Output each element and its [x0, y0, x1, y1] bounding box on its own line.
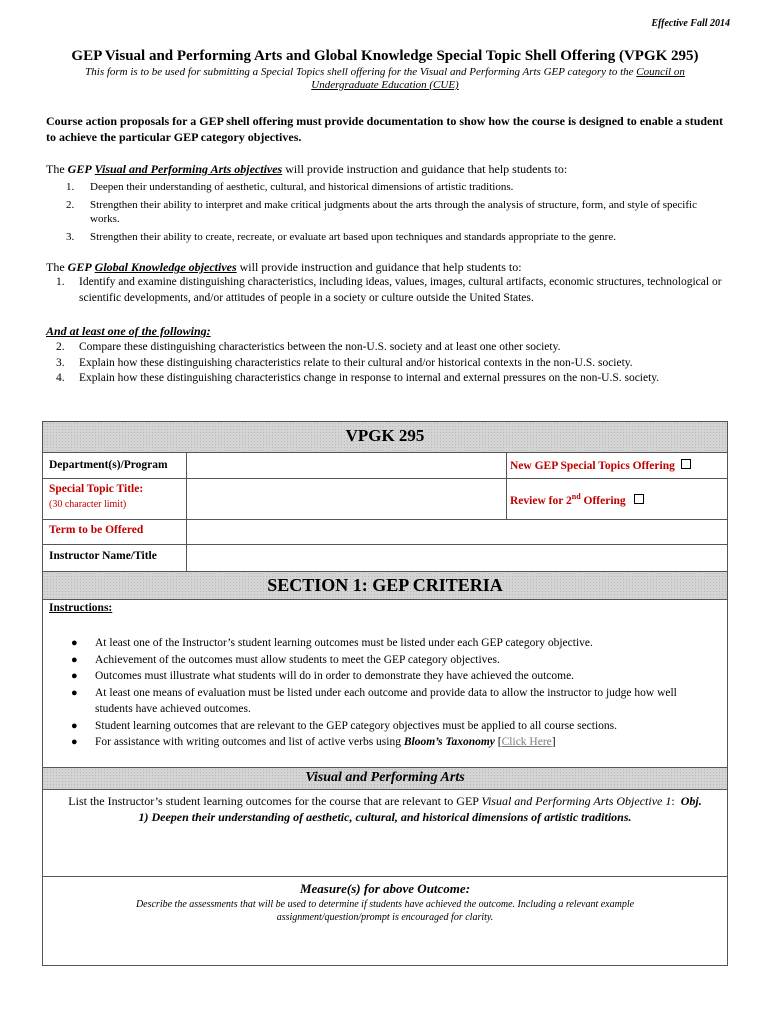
outcomes-objective: Visual and Performing Arts Objective 1: [481, 794, 672, 808]
department-field[interactable]: [188, 454, 504, 477]
item-number: 2.: [66, 199, 75, 211]
instructions-label: Instructions:: [49, 602, 113, 614]
gk-objective-list-1: [46, 275, 726, 306]
bullet-text: Achievement of the outcomes must allow students to meet the GEP category objectives.: [95, 653, 500, 666]
form-table: [42, 421, 728, 966]
list-item: [46, 198, 726, 226]
cue-link[interactable]: Council on: [636, 66, 685, 78]
list-item: [46, 371, 726, 387]
new-offering-option[interactable]: [510, 459, 691, 472]
gk-intro: [46, 260, 726, 275]
bullet-text: At least one of the Instructor’s student learning outcomes must be listed under each GEP category objective.: [95, 637, 593, 649]
bloom-click-here-link[interactable]: Click Here: [501, 736, 552, 748]
vpa-heading: Visual and Performing Arts: [305, 770, 465, 785]
review-offering-checkbox[interactable]: [634, 494, 644, 504]
review-label-prefix: Review for 2: [510, 494, 572, 507]
vpa-intro: [46, 162, 726, 177]
section-header: [43, 572, 727, 600]
list-item: [46, 356, 726, 372]
department-row: [43, 453, 727, 479]
special-topic-field[interactable]: [188, 480, 504, 518]
special-topic-label: Special Topic Title:: [49, 483, 144, 495]
vpa-intro-suffix: will provide instruction and guidance that help students to:: [282, 162, 568, 176]
course-code: VPGK 295: [345, 426, 425, 445]
new-offering-label: New GEP Special Topics Offering: [510, 460, 675, 472]
term-label: Term to be Offered: [49, 524, 144, 536]
term-field[interactable]: [188, 521, 725, 543]
item-text: Strengthen their ability to create, recreate, or evaluate art based upon techniques and standards appropriate to the genre.: [90, 231, 616, 243]
item-number: 1.: [56, 276, 65, 288]
item-number: 4.: [56, 372, 65, 384]
measures-field[interactable]: [45, 927, 725, 963]
bloom-taxonomy: Bloom’s Taxonomy: [403, 736, 495, 748]
instructor-field[interactable]: [188, 546, 725, 570]
vpa-objectives-link[interactable]: Visual and Performing Arts objectives: [94, 162, 283, 176]
list-item: ● For assistance with writing outcomes and list of active verbs using Bloom’s Taxonomy [Click Here]: [43, 734, 713, 751]
item-text: Deepen their understanding of aesthetic, cultural, and historical dimensions of artistic traditions.: [90, 181, 514, 193]
gk-objectives-link[interactable]: Global Knowledge objectives: [94, 260, 237, 274]
item-text: Identify and examine distinguishing characteristics, including ideas, values, images, cultural artifacts, economic structures, technological or scientific developments, and/or attitudes of people in a society or culture outside the United States.: [79, 276, 722, 304]
instructor-row: [43, 545, 727, 572]
bullet-text: At least one means of evaluation must be listed under each outcome and provide data to allow the instructor to judge how well students have achieved outcomes.: [95, 686, 677, 715]
gk-intro-suffix: will provide instruction and guidance that help students to:: [236, 260, 522, 274]
gk-objective-list-2: [46, 340, 726, 387]
gk-intro-prefix: The: [46, 260, 68, 274]
item-number: 1.: [66, 181, 75, 193]
effective-date: Effective Fall 2014: [651, 18, 730, 29]
bullet-icon: ●: [71, 637, 78, 649]
bullet-icon: ●: [71, 719, 78, 732]
outcomes-field[interactable]: [45, 830, 725, 875]
item-text: Strengthen their ability to interpret and make critical judgments about the arts through the analysis of structure, form, and style of specific works.: [90, 199, 697, 225]
department-label: Department(s)/Program: [49, 459, 168, 471]
list-item: [43, 668, 713, 685]
course-code-row: [43, 422, 727, 453]
and-at-least-heading: And at least one of the following:: [46, 324, 211, 338]
outcomes-obj-label: Obj.: [680, 794, 702, 808]
special-topic-row: [43, 479, 727, 520]
vpa-objective-list: [46, 180, 726, 248]
measures-heading: Measure(s) for above Outcome:: [299, 881, 471, 896]
outcomes-prefix: List the Instructor’s student learning outcomes for the course that are relevant to GEP: [68, 794, 482, 808]
instructions-section: [43, 600, 727, 768]
list-item: [43, 685, 713, 718]
bullet-icon: ●: [71, 736, 78, 748]
list-item: [43, 635, 713, 652]
instructor-label: Instructor Name/Title: [49, 550, 157, 562]
review-label-suffix: Offering: [580, 494, 626, 507]
bullet-icon: ●: [71, 686, 78, 699]
item-text: Explain how these distinguishing characteristics change in response to internal and external pressures on the non-U.S. society.: [79, 372, 660, 384]
character-limit-note: (30 character limit): [49, 499, 127, 510]
bullet-icon: ●: [71, 653, 78, 666]
bullet-text: Student learning outcomes that are relevant to the GEP category objectives must be applied to all course sections.: [95, 719, 618, 732]
review-offering-option[interactable]: [510, 492, 644, 507]
section-title: SECTION 1: GEP CRITERIA: [267, 575, 503, 595]
vpa-heading-row: [43, 768, 727, 790]
list-item: [46, 180, 726, 194]
subtitle: [70, 66, 700, 92]
item-text: Explain how these distinguishing characteristics relate to their cultural and/or historical contexts in the non-U.S. society.: [79, 356, 633, 369]
cue-link-line2[interactable]: Undergraduate Education (CUE): [311, 79, 459, 91]
gk-intro-gep: GEP: [67, 260, 92, 274]
item-number: 3.: [66, 231, 75, 243]
item-number: 2.: [56, 341, 65, 353]
list-item: [46, 340, 726, 356]
outcomes-objective-text: 1) Deepen their understanding of aesthetic, cultural, and historical dimensions of artistic traditions.: [138, 810, 632, 824]
list-item: [43, 652, 713, 669]
subtitle-text: This form is to be used for submitting a Special Topics shell offering for the Visual and Performing Arts GEP category to the: [85, 66, 637, 78]
outcomes-prompt: List the Instructor’s student learning outcomes for the course that are relevant to GEP Visual and Performing Arts Objective 1: Obj. 1) Deepen their understanding of aesthetic, cultural, and historical dimensions of artistic traditions.: [68, 794, 702, 824]
list-item: [46, 230, 726, 244]
item-text: Compare these distinguishing characteristics between the non-U.S. society and at least one other society.: [79, 341, 561, 353]
list-item: [43, 718, 713, 735]
vpa-intro-gep: GEP: [67, 162, 92, 176]
vpa-intro-prefix: The: [46, 162, 68, 176]
new-offering-checkbox[interactable]: [681, 459, 691, 469]
measures-section: [43, 877, 727, 965]
item-number: 3.: [56, 356, 65, 369]
term-row: [43, 520, 727, 545]
list-item: [46, 275, 726, 306]
instruction-bullets: [43, 635, 713, 751]
bullet-icon: ●: [71, 670, 78, 682]
review-label-sup: nd: [571, 492, 581, 501]
page-title: GEP Visual and Performing Arts and Global Knowledge Special Topic Shell Offering (VPGK 295): [71, 48, 699, 64]
measures-description: Describe the assessments that will be used to determine if students have achieved the outcome. Including a relevant example assignment/question/prompt is encouraged for clarity.: [135, 899, 635, 923]
notice: Course action proposals for a GEP shell offering must provide documentation to show how the course is designed to enable a student to achieve the particular GEP category objectives.: [46, 114, 724, 144]
bullet-text: Outcomes must illustrate what students will do in order to demonstrate they have achieved the outcome.: [95, 670, 575, 682]
outcomes-row: [43, 790, 727, 877]
bloom-prefix: For assistance with writing outcomes and list of active verbs using: [95, 736, 404, 748]
